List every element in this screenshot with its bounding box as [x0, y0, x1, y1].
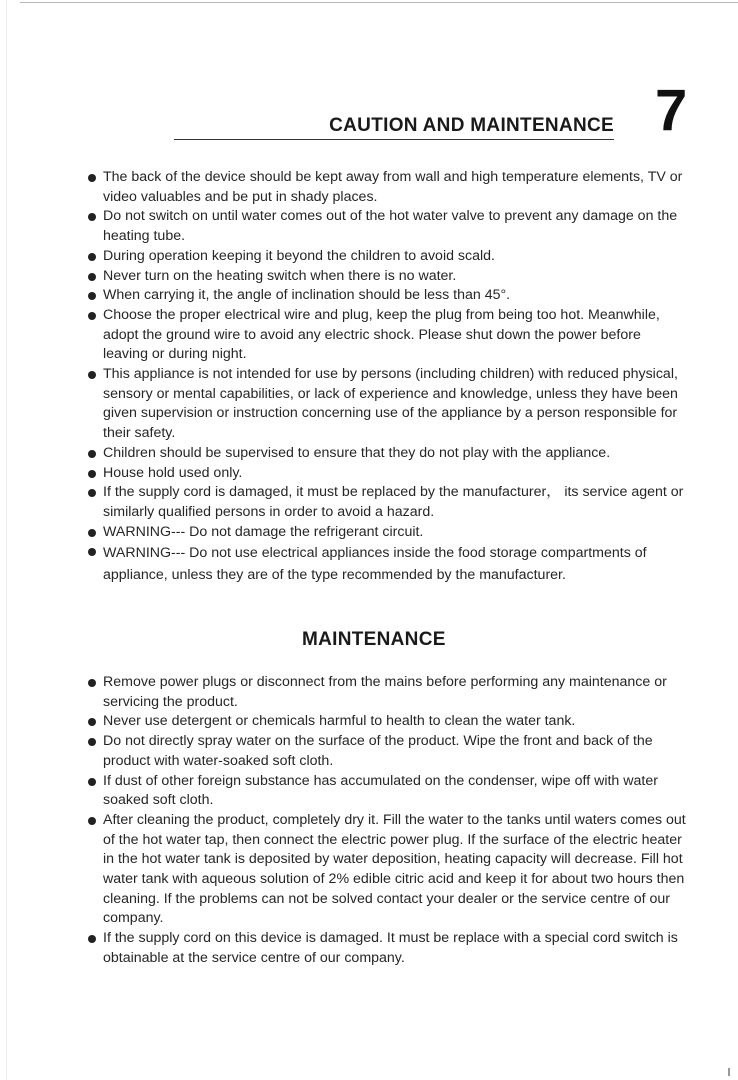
list-item	[88, 286, 688, 306]
list-item-text: Never use detergent or chemicals harmful to health to clean the water tank.	[103, 713, 576, 730]
bullet-icon	[88, 718, 96, 726]
bullet-icon	[88, 253, 96, 261]
list-item	[88, 365, 688, 444]
bullet-icon	[88, 292, 96, 300]
list-item	[88, 811, 688, 929]
list-item-text: If dust of other foreign substance has accumulated on the condenser, wipe off with water soaked soft cloth.	[103, 772, 658, 809]
list-item-text: Children should be supervised to ensure that they do not play with the appliance.	[103, 444, 611, 461]
list-item-text: Never turn on the heating switch when there is no water.	[103, 267, 457, 284]
list-item	[88, 464, 688, 484]
page-title: CAUTION AND MAINTENANCE	[329, 115, 614, 136]
list-item	[88, 712, 688, 732]
bullet-icon	[88, 738, 96, 746]
list-item-text: The back of the device should be kept away from wall and high temperature elements, TV or video valuables and be put in shady places.	[103, 169, 683, 205]
list-item-text: During operation keeping it beyond the children to avoid scald.	[103, 247, 495, 264]
title-underline	[174, 139, 614, 140]
list-item-text: This appliance is not intended for use by persons (including children) with reduced physical, sensory or mental capabilities, or lack of experience and knowledge, unless they have been given supervision or instruction concerning use of the appliance by a person responsible for their safety.	[103, 366, 678, 442]
list-item	[88, 772, 688, 811]
list-item-text: Choose the proper electrical wire and plug, keep the plug from being too hot. Meanwhile, adopt the ground wire to avoid any electric shock. Please shut down the power before leaving or during night.	[103, 306, 660, 363]
bullet-icon	[88, 489, 96, 497]
bullet-icon	[88, 935, 96, 943]
bullet-icon	[88, 371, 96, 379]
section-heading-maintenance: MAINTENANCE	[302, 629, 446, 650]
list-item	[88, 523, 688, 543]
list-item-text: When carrying it, the angle of inclination should be less than 45°.	[103, 287, 511, 304]
list-item-text: Remove power plugs or disconnect from the mains before performing any maintenance or servicing the product.	[103, 674, 667, 710]
list-item-text: WARNING--- Do not damage the refrigerant circuit.	[103, 523, 424, 540]
list-item	[88, 168, 688, 207]
list-item	[88, 207, 688, 246]
list-item	[88, 267, 688, 287]
list-item-text: After cleaning the product, completely dry it. Fill the water to the tanks until waters comes out of the hot water tap, then connect the electric power plug. If the surface of the electric heater in the hot water tank is deposited by water deposition, heating capacity will decrease. Fill hot water tank with aqueous solution of 2% edible citric acid and keep it for about two hours then cleaning. If the problems can not be solved contact your dealer or the service centre of our company.	[103, 811, 686, 927]
bullet-icon	[88, 450, 96, 458]
scan-top-edge	[20, 2, 738, 3]
bullet-icon	[88, 679, 96, 687]
list-item-text: WARNING--- Do not use electrical appliances inside the food storage compartments of appliance, unless they are of the type recommended by the manufacturer.	[103, 545, 647, 584]
bullet-icon	[88, 312, 96, 320]
list-item	[88, 732, 688, 771]
maintenance-list	[88, 673, 688, 969]
list-item	[88, 673, 688, 712]
bullet-icon	[88, 817, 96, 825]
scan-mark	[728, 1068, 730, 1076]
caution-list	[88, 168, 688, 586]
list-item-text: Do not directly spray water on the surface of the product. Wipe the front and back of the product with water-soaked soft cloth.	[103, 733, 653, 769]
list-item	[88, 483, 688, 522]
bullet-icon	[88, 273, 96, 281]
list-item-text: House hold used only.	[103, 464, 243, 481]
list-item	[88, 444, 688, 464]
scan-left-edge	[6, 0, 7, 1080]
list-item	[88, 247, 688, 267]
page-number: 7	[655, 78, 688, 143]
bullet-icon	[88, 174, 96, 182]
list-item-text: If the supply cord on this device is damaged. It must be replace with a special cord switch is obtainable at the service centre of our company.	[103, 930, 678, 966]
list-item	[88, 929, 688, 968]
bullet-icon	[88, 529, 96, 537]
list-item	[88, 542, 688, 586]
list-item	[88, 306, 688, 365]
bullet-icon	[88, 213, 96, 221]
bullet-icon	[88, 778, 96, 786]
bullet-icon	[88, 548, 96, 556]
bullet-icon	[88, 470, 96, 478]
list-item-text: If the supply cord is damaged, it must be replaced by the manufacturer， its service agent or similarly qualified persons in order to avoid a hazard.	[103, 484, 684, 520]
list-item-text: Do not switch on until water comes out of the hot water valve to prevent any damage on the heating tube.	[103, 208, 678, 245]
